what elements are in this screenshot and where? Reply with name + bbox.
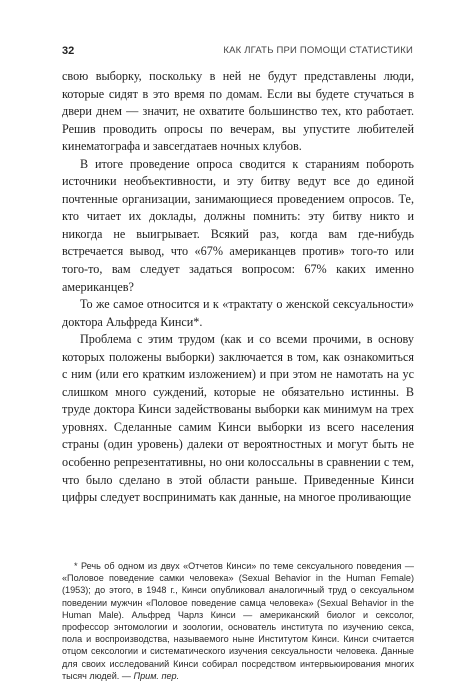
footnote [62, 560, 414, 682]
paragraph-kinsey-treatise: То же самое относится и к «трактату о женской сексуальности» доктора Альфреда Кинси*. [62, 297, 414, 329]
running-head: КАК ЛГАТЬ ПРИ ПОМОЩИ СТАТИСТИКИ [223, 45, 413, 56]
paragraph-continuation: свою выборку, поскольку в ней не будут представлены люди, которые сидят в это время по домам. Если вы будете стучаться в двери днем — значит, не охватите большинство тех, кто работает. Решив проводить опросы по вечерам, вы упустите любителей кинематографа и завсегдатаев ночных клубов. [62, 69, 414, 154]
footnote-text: Речь об одном из двух «Отчетов Кинси» по теме сексуального поведения — «Половое поведение самки человека» (Sexual Behavior in the Human Female) (1953); до этого, в 1948 г., Кинси опубликовал аналогичный труд о сексуальном поведении мужчин «Половое поведение самца человека» (Sexual Behavior in the Human Male). Альфред Чарлз Кинси — американский биолог и сексолог, профессор энтомологии и зоологии, основатель института по изучению секса, пола и воспроизводства, называемого ныне Институтом Кинси. Кинси считается отцом сексологии и систематического изучения сексуальности человека. Данные для своих исследований Кинси собирал посредством интервьюирования многих тысяч людей. — [62, 561, 414, 681]
page-number: 32 [62, 45, 75, 57]
paragraph-polling-bias: В итоге проведение опроса сводится к стараниям побороть источники необъективности, и эту битву ведут все до единой почтенные организации, занимающиеся проведением опросов. Те, кто читает их доклады, должны помнить: эту битву никто и никогда не выигрывает. Всякий раз, когда вам где-нибудь встречается вывод, что «67% американцев против» того-то или того-то, вам следует задаться вопросом: 67% каких именно американцев? [62, 156, 414, 294]
footnote-mark: * [74, 561, 81, 571]
paragraph-kinsey-samples: Проблема с этим трудом (как и со всеми прочими, в основу которых положены выборки) заключается в том, как ознакомиться с ним (или его кратким изложением) и при этом не намотать на ус слишком много суждений, которые не обязательно истинны. В труде доктора Кинси задействованы выборки как минимум на трех уровнях. Сделанные самим Кинси выборки из всего населения страны (один уровень) далеки от вероятностных и могут быть не особенно репрезентативны, но они колоссальны в сравнении с тем, что было сделано в этой области раньше. Приведенные Кинси цифры следует воспринимать как данные, на многое проливающие [62, 332, 414, 505]
footnote-translator-note: Прим. пер. [133, 670, 180, 681]
main-text [62, 68, 414, 507]
